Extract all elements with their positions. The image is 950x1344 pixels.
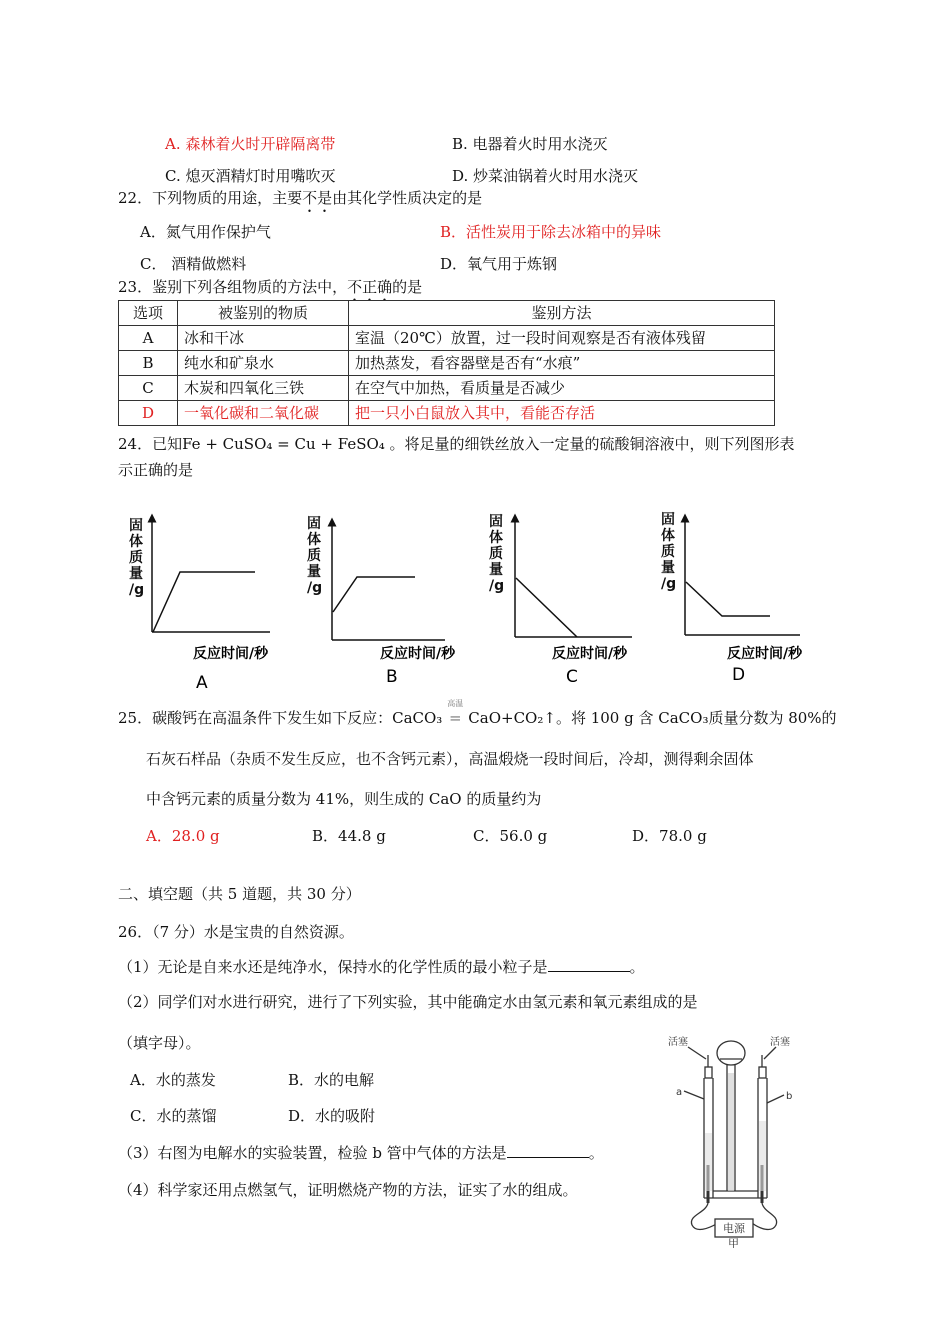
q26-part2-line1: （2）同学们对水进行研究，进行了下列实验，其中能确定水由氢元素和氧元素组成的是 [118,993,698,1011]
q25-option-c: C．56.0 g [473,827,548,845]
q26-option-a: A．水的蒸发 [130,1071,216,1089]
q22-option-b: B．活性炭用于除去冰箱中的异味 [440,223,662,241]
table-cell: D [119,401,178,426]
q23-stem: 23．鉴别下列各组物质的方法中，不正确的是 [118,278,423,296]
graph-a-ylabel: 体 [129,534,143,550]
graph-b-ylabel: 体 [307,532,321,548]
q24-stem-line2: 示正确的是 [118,461,194,479]
graph-c-ylabel: 质 [489,546,503,562]
graph-c-xlabel: 反应时间/秒 [552,646,628,662]
graph-d-curve [686,582,770,616]
table-cell: 在空气中加热，看质量是否减少 [349,376,775,401]
answer-blank[interactable] [548,957,630,972]
table-cell: 纯水和矿泉水 [178,351,349,376]
graph-d-ylabel: 质 [661,544,675,560]
q26-part2-line2: （填字母）。 [118,1034,201,1052]
q26-option-b: B．水的电解 [288,1071,375,1089]
graph-c-label: C [566,667,578,687]
table-header-row [119,301,775,326]
q26-part1: （1）无论是自来水还是纯净水，保持水的化学性质的最小粒子是 。 [118,958,645,976]
graph-d-ylabel: 量 [661,560,675,576]
table-row [119,351,775,376]
q25-stem-line3: 中含钙元素的质量分数为 41%，则生成的 CaO 的质量约为 [146,790,542,808]
table-cell: B [119,351,178,376]
q21-option-c: C. 熄灭酒精灯时用嘴吹灭 [165,167,336,185]
graph-b [307,516,456,687]
q26-option-d: D．水的吸附 [288,1107,376,1125]
q22-option-a: A．氮气用作保护气 [140,223,271,241]
graph-b-xlabel: 反应时间/秒 [380,646,456,662]
table-cell: 冰和干冰 [178,326,349,351]
graph-a-label: A [196,673,208,693]
electrolysis-apparatus [648,1033,808,1248]
table-cell: C [119,376,178,401]
q25-option-b: B．44.8 g [312,827,386,845]
table-cell: 木炭和四氧化三铁 [178,376,349,401]
q21-option-a: A. 森林着火时开辟隔离带 [165,135,336,153]
graph-d [661,512,803,685]
graph-b-ylabel: 固 [307,516,321,532]
power-label: 电源 [723,1222,745,1235]
q25-stem-line1: 25．碳酸钙在高温条件下发生如下反应：CaCO₃ 高温 = CaO+CO₂↑。将 100 g 含 CaCO₃质量分数为 80%的 [118,699,837,727]
tube-b-label: b [786,1091,793,1102]
q25-stem-line2: 石灰石样品（杂质不发生反应，也不含钙元素），高温煅烧一段时间后，冷却，测得剩余固体 [146,750,754,768]
q26-part4: （4）科学家还用点燃氢气，证明燃烧产物的方法，证实了水的组成。 [118,1181,578,1199]
graph-d-ylabel: 固 [661,512,675,528]
q26-option-c: C．水的蒸馏 [130,1107,217,1125]
graph-b-ylabel: 质 [307,548,321,564]
q21-option-b: B. 电器着火时用水浇灭 [452,135,608,153]
graph-b-curve [333,577,415,612]
reaction-condition: 高温 [447,699,464,708]
graph-c-ylabel: /g [489,578,505,594]
graph-c-ylabel: 固 [489,514,503,530]
graph-b-ylabel: 量 [307,564,321,580]
q24-stem-line1: 24．已知Fe + CuSO₄ = Cu + FeSO₄ 。将足量的细铁丝放入一定量的硫酸铜溶液中，则下列图形表 [118,435,795,453]
graph-d-ylabel: 体 [661,528,675,544]
graph-a-ylabel: 质 [129,550,143,566]
graph-b-ylabel: /g [307,580,323,596]
graph-a-xlabel: 反应时间/秒 [193,646,269,662]
apparatus-caption: 甲 [728,1237,739,1248]
table-row [119,376,775,401]
q25-option-a: A．28.0 g [146,827,220,845]
section-title: 二、填空题（共 5 道题，共 30 分） [118,885,361,903]
q22-stem: 22．下列物质的用途，主要不是由其化学性质决定的是 [118,189,483,207]
tube-a-label: a [676,1087,683,1098]
graph-d-label: D [732,665,746,685]
table-cell: 室温（20℃）放置，过一段时间观察是否有液体残留 [349,326,775,351]
graph-d-ylabel: /g [661,576,677,592]
table-header: 被鉴别的物质 [178,301,349,326]
q25-option-d: D．78.0 g [632,827,707,845]
graph-c [489,514,632,687]
graph-a-ylabel: 量 [129,566,143,582]
table-cell: A [119,326,178,351]
q22-option-c: C． 酒精做燃料 [140,255,247,273]
table-row [119,401,775,426]
answer-blank[interactable] [507,1143,589,1158]
table-header: 选项 [119,301,178,326]
graph-b-label: B [386,667,398,687]
left-valve-label: 活塞 [668,1037,688,1048]
graph-d-xlabel: 反应时间/秒 [727,646,803,662]
graph-c-ylabel: 体 [489,530,503,546]
q22-option-d: D．氧气用于炼钢 [440,255,558,273]
table-cell: 把一只小白鼠放入其中，看能否存活 [349,401,775,426]
identification-table [118,300,775,426]
table-cell: 一氧化碳和二氧化碳 [178,401,349,426]
graph-a-curve [153,572,255,632]
q26-stem: 26．（7 分）水是宝贵的自然资源。 [118,923,354,941]
table-row [119,326,775,351]
graph-c-ylabel: 量 [489,562,503,578]
graph-a [129,518,270,693]
graph-c-curve [516,578,577,637]
table-cell: 加热蒸发，看容器壁是否有“水痕” [349,351,775,376]
q24-graphs [0,500,950,700]
right-valve-label: 活塞 [770,1037,790,1048]
table-header: 鉴别方法 [349,301,775,326]
graph-a-ylabel: /g [129,582,145,598]
graph-a-ylabel: 固 [129,518,143,534]
q26-part3: （3）右图为电解水的实验装置，检验 b 管中气体的方法是 。 [118,1144,604,1162]
q21-option-d: D. 炒菜油锅着火时用水浇灭 [452,167,639,185]
